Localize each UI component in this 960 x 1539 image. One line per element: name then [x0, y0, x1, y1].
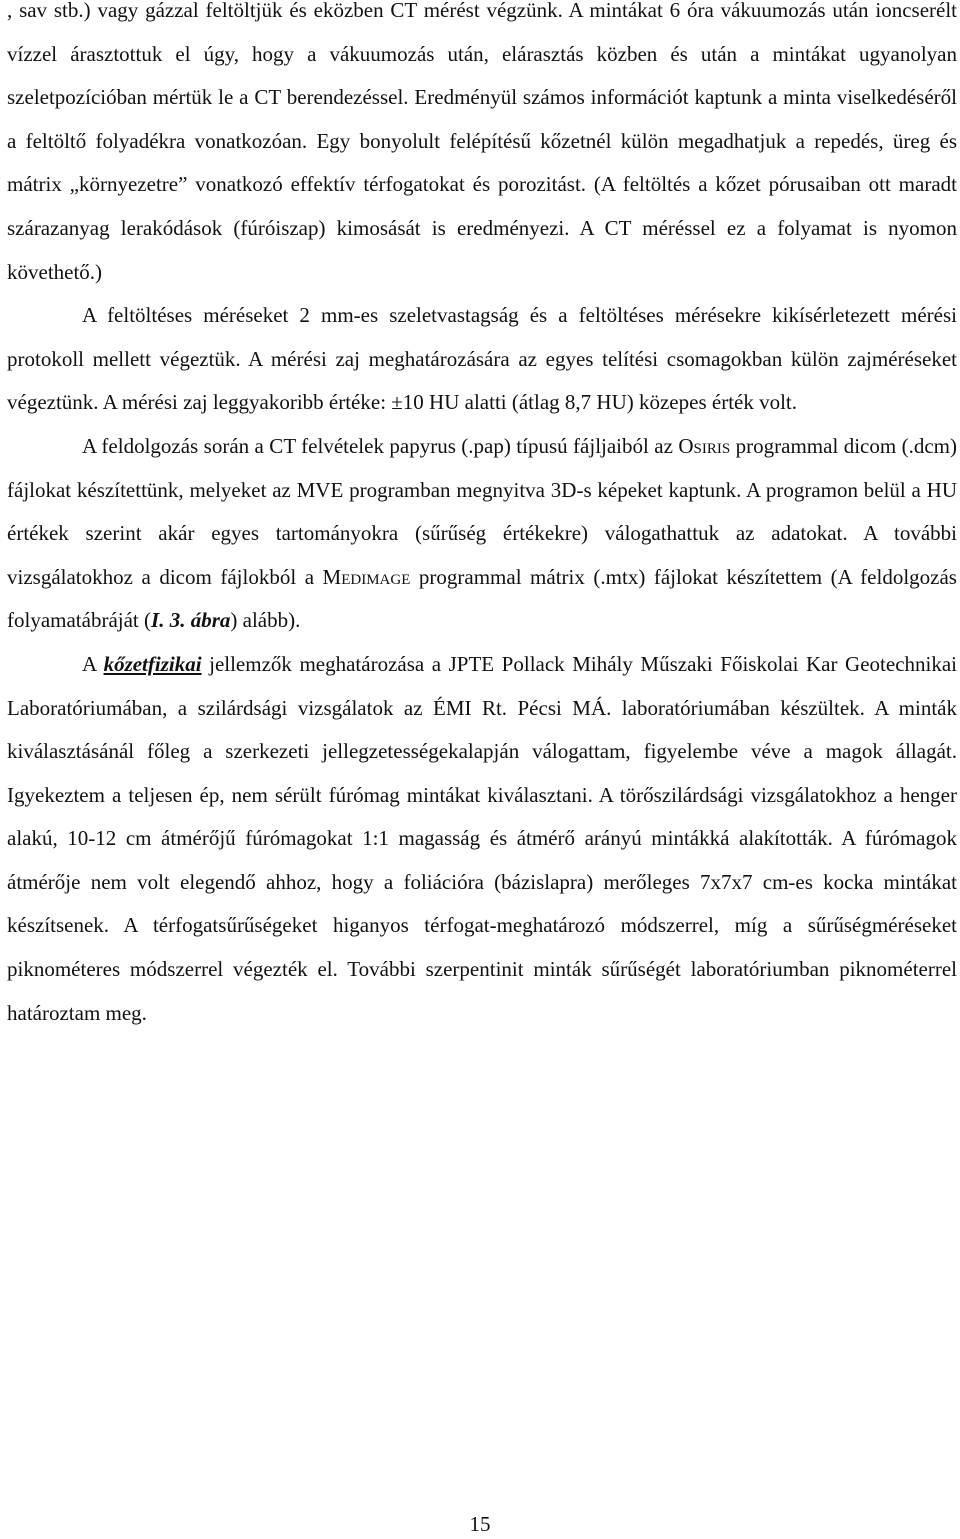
- paragraph-2: [7, 294, 957, 425]
- text-run: A feldolgozás során a CT felvételek papyrus (.pap) típusú fájljaiból az: [82, 433, 679, 458]
- page-number: 15: [469, 1512, 491, 1536]
- text-run: A: [82, 651, 104, 676]
- body-text: [7, 0, 957, 1035]
- program-name-medimage: Medimage: [322, 564, 411, 589]
- emphasized-term: kőzetfizikai: [103, 651, 202, 676]
- paragraph-4: [7, 643, 957, 1035]
- text-run: jellemzők meghatározása a JPTE Pollack Mihály Műszaki Főiskolai Kar Geotechnikai Laboratóriumában, a szilárdsági vizsgálatok az ÉMI Rt. Pécsi MÁ. laboratóriumában készültek. A minták kiválasztásánál főleg a szerkezeti jellegzetességekalapján válogattam, figyelembe véve a magok állagát. Igyekeztem a teljesen ép, nem sérült fúrómag mintákat kiválasztani. A törőszilárdsági vizsgálatokhoz a henger alakú, 10-12 cm átmérőjű fúrómagokat 1:1 magasság és átmérő arányú mintákká alakították. A fúrómagok átmérője nem volt elegendő ahhoz, hogy a foliációra (bázislapra) merőleges 7x7x7 cm-es kocka mintákat készítsenek. A térfogatsűrűségeket higanyos térfogat-meghatározó módszerrel, míg a sűrűségméréseket piknométeres módszerrel végezték el. További szerpentinit minták sűrűségét laboratóriumban piknométerrel határoztam meg.: [7, 651, 957, 1025]
- text-run: ) alább).: [230, 608, 301, 633]
- paragraph-3: [7, 425, 957, 643]
- figure-reference: I. 3. ábra: [151, 608, 231, 633]
- text-run: programmal mátrix (.mtx) fájlokat készítettem (A feldolgozás folyamatábráját (: [7, 564, 957, 633]
- text-run: , sav stb.) vagy gázzal feltöltjük és eközben CT mérést végzünk. A mintákat 6 óra vákuumozás után ioncserélt vízzel árasztottuk el úgy, hogy a vákuumozás után, elárasztás közben és után a mintákat ugyanolyan szeletpozícióban mértük le a CT berendezéssel. Eredményül számos információt kaptunk a minta viselkedéséről a feltöltő folyadékra vonatkozóan. Egy bonyolult felépítésű kőzetnél külön megadhatjuk a repedés, üreg és mátrix „környezetre” vonatkozó effektív térfogatokat és porozitást. (A feltöltés a kőzet pórusaiban ott maradt szárazanyag lerakódások (fúróiszap) kimosását is eredményezi. A CT méréssel ez a folyamat is nyomon követhető.): [7, 0, 957, 284]
- paragraph-1: [7, 0, 957, 294]
- text-run: programmal dicom (.dcm) fájlokat készítettünk, melyeket az MVE programban megnyitva 3D-s képeket kaptunk. A programon belül a HU értékek szerint akár egyes tartományokra (sűrűség értékekre) válogathattuk az adatokat. A további vizsgálatokhoz a dicom fájlokból a: [7, 433, 958, 589]
- text-run: A feltöltéses méréseket 2 mm-es szeletvastagság és a feltöltéses mérésekre kikísérletezett mérési protokoll mellett végeztük. A mérési zaj meghatározására az egyes telítési csomagokban külön zajméréseket végeztünk. A mérési zaj leggyakoribb értéke: ±10 HU alatti (átlag 8,7 HU) közepes érték volt.: [7, 303, 957, 415]
- program-name-osiris: Osiris: [678, 433, 731, 458]
